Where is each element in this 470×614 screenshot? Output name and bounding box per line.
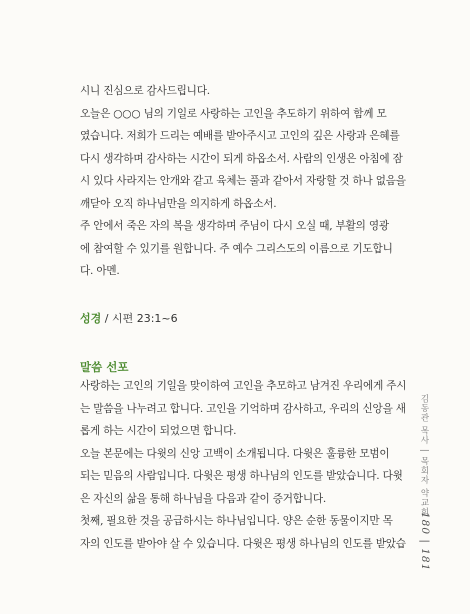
paragraph-line: 에 참여할 수 있기를 원합니다. 주 예수 그리스도의 이름으로 기도합니 [80, 242, 393, 255]
paragraph-line: 되는 믿음의 사람입니다. 다윗은 평생 하나님의 인도를 받았습니다. 다윗 [80, 470, 403, 482]
scripture-verse: 시편 23:1~6 [111, 312, 178, 325]
paragraph-line: 시니 진심으로 감사드립니다. [80, 85, 210, 97]
paragraph-line: 깨닫아 오직 하나님만을 의지하게 하옵소서. [80, 197, 277, 210]
scripture-separator: / [101, 312, 112, 325]
sermon-heading: 말씀 선포 [80, 360, 129, 374]
paragraph-line: 시 있다 사라지는 안개와 같고 육체는 풀과 같아서 자랑할 것 하나 없음을 [80, 175, 406, 187]
paragraph-line: 는 말씀을 나누려고 합니다. 고인을 기억하며 감사하고, 우리의 신앙을 새 [80, 402, 406, 415]
running-margin [416, 394, 436, 594]
paragraph-line: 다시 생각하며 감사하는 시간이 되게 하옵소서. 사람의 인생은 아침에 잠 [80, 152, 403, 165]
page-numbers: 180 | 181 [419, 512, 431, 572]
paragraph-line: 오늘은 ○○○ 님의 기일로 사랑하는 고인을 추도하기 위하여 함께 모 [80, 107, 387, 120]
scripture-label: 성경 [80, 312, 102, 325]
running-head: 김동관 목사 | 목회자 약교회 [419, 394, 429, 518]
paragraph-line: 롭게 하는 시간이 되었으면 합니다. [80, 425, 237, 437]
paragraph-line: 다. 아멘. [80, 265, 120, 277]
paragraph-line: 였습니다. 저희가 드리는 예배를 받아주시고 고인의 깊은 사랑과 은혜를 [80, 130, 400, 142]
paragraph-line: 오늘 본문에는 다윗의 신앙 고백이 소개됩니다. 다윗은 훌륭한 모범이 [80, 447, 390, 460]
paragraph-line: 주 안에서 죽은 자의 복을 생각하며 주님이 다시 오실 때, 부활의 영광 [80, 220, 389, 232]
paragraph-line: 사랑하는 고인의 기일을 맞이하여 고인을 추모하고 남겨진 우리에게 주시 [80, 380, 407, 392]
paragraph-line: 첫째, 필요한 것을 공급하시는 하나님입니다. 양은 순한 동물이지만 목 [80, 515, 393, 527]
paragraph-line: 은 자신의 삶을 통해 하나님을 다음과 같이 증거합니다. [80, 492, 327, 505]
scripture-reference [80, 311, 178, 327]
paragraph-line: 자의 인도를 받아야 살 수 있습니다. 다윗은 평생 하나님의 인도를 받았습 [80, 537, 406, 550]
